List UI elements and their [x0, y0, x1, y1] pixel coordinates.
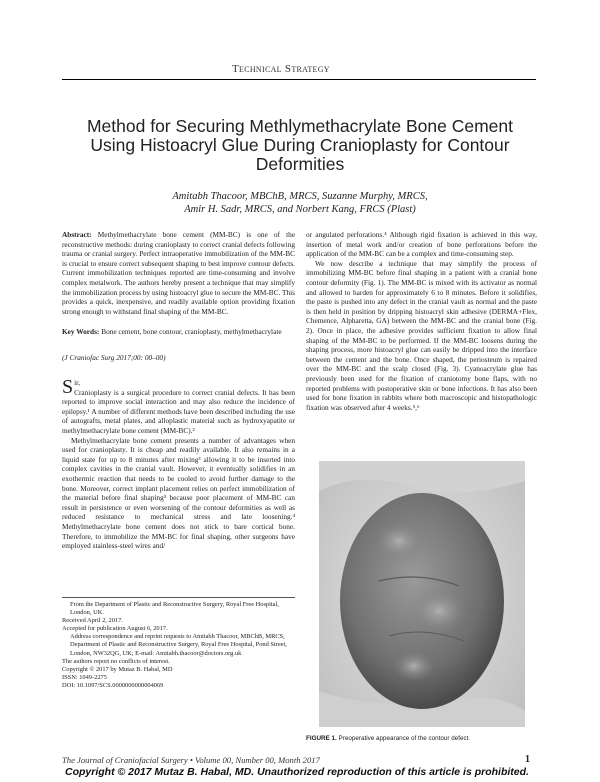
- footnote-correspondence: Address correspondence and reprint requests to Amitabh Thacoor, MBChB, MRCS, Department of Plastic and Reconstructive Surgery, Royal Free Hospital, Pond Street, London, NW32QG, UK; E-mail: Amitabh.thacoor@doctors.org.uk: [70, 633, 287, 657]
- journal-footer: The Journal of Craniofacial Surgery • Volume 00, Number 00, Month 2017: [62, 755, 320, 765]
- authors-line-2: Amir H. Sadr, MRCS, and Norbert Kang, FRCS (Plast): [184, 204, 416, 215]
- section-label: Technical Strategy: [232, 63, 330, 75]
- drop-cap-salutation: S: [62, 376, 74, 398]
- keywords-text: Bone cement, bone contour, cranioplasty, methylmethacrylate: [101, 327, 282, 336]
- header-rule: [62, 79, 536, 80]
- footnote-affiliation: From the Department of Plastic and Reconstructive Surgery, Royal Free Hospital, London, UK.: [70, 601, 279, 617]
- footnote-rule: [62, 597, 295, 598]
- abstract-text: Methylmethacrylate bone cement (MM-BC) is one of the reconstructive methods: during cranioplasty to correct cranial defects following trauma or cranial surgery. Perfect intraoperative immobilization of the MM-BC is crucial to ensure correct subsequent shaping to best improve contour defects. Current immobilization techniques reported are time-consuming and involve complex metalwork. The authors hereby present a technique that may simplify the immobilization process by using histoacryl glue to secure the MM-BC. This provides a quick, inexpensive, and readily available option providing fixation strong enough to withstand final shaping of the MM-BC.: [62, 230, 295, 316]
- abstract: [62, 230, 295, 316]
- body-right-column: [306, 230, 537, 412]
- body-paragraph: [62, 378, 295, 436]
- footnotes: [62, 601, 295, 690]
- page-number: 1: [525, 754, 530, 765]
- figure-caption-label: FIGURE 1.: [306, 735, 337, 742]
- body-paragraph: Methylmethacrylate bone cement presents a number of advantages when used for cranioplasty. It is cheap and readily available. It also remains in a liquid state for up to 8 minutes after mixing³ allowing it to be inserted into complex cavities in the cranial vault. However, it eventually solidifies in an exothermic reaction that needs to be cooled to avoid further damage to the bone. Moreover, correct implant placement relies on perfect immobilization of the material before final shaping³ because poor placement of MM-BC can result in persistence or even worsening of the contour deformities as well as reduced resistance to mechanical stress and late loosening.⁴ Methylmethacrylate bone cement does not stick to bare cortical bone. Therefore, to immobilize the MM-BC for final shaping, other surgeons have employed stainless-steel wires and/: [62, 435, 295, 551]
- footnote-received: Received April 2, 2017.: [62, 617, 123, 625]
- figure-caption-text: Preoperative appearance of the contour defect.: [338, 735, 471, 742]
- abstract-label: Abstract:: [62, 230, 92, 239]
- keywords: [62, 327, 295, 337]
- footnote-accepted: Accepted for publication August 6, 2017.: [62, 625, 168, 633]
- footnote-doi: DOI: 10.1097/SCS.0000000000004069: [62, 681, 164, 689]
- citation: (J Craniofac Surg 2017;00: 00–00): [62, 353, 166, 362]
- footnote-issn: ISSN: 1049-2275: [62, 673, 107, 681]
- body-left-column: [62, 378, 295, 551]
- figure-1-caption: [306, 735, 537, 742]
- figure-1-photo: [319, 461, 525, 727]
- head-photo-illustration: [319, 461, 525, 727]
- body-paragraph: or angulated perforations.⁴ Although rigid fixation is achieved in this way, insertion of metal work and/or creation of bone perforations before the application of the MM-BC can be a complex and time-consuming step.: [306, 230, 537, 259]
- copyright-notice: Copyright © 2017 Mutaz B. Habal, MD. Unauthorized reproduction of this article is prohibited.: [65, 766, 529, 778]
- authors-line-1: Amitabh Thacoor, MBChB, MRCS, Suzanne Murphy, MRCS,: [172, 191, 428, 202]
- keywords-label: Key Words:: [62, 327, 100, 336]
- author-list: [90, 190, 510, 216]
- article-title: Method for Securing Methlymethacrylate Bone Cement Using Histoacryl Glue During Cranioplasty for Contour Deformities: [86, 116, 514, 174]
- body-paragraph-text: Cranioplasty is a surgical procedure to correct cranial defects. It has been reported to improve social interaction and may also reduce the incidence of epilepsy.¹ A number of different methods have been described including the use of autografts, metal plates, and alloplastic material such as hydroxyapatite or methylmethacrylate bone cement (MM-BC).²: [62, 387, 295, 435]
- footnote-conflicts: The authors report no conflicts of interest.: [62, 657, 170, 665]
- footnote-copyright: Copyright © 2017 by Mutaz B. Habal, MD: [62, 665, 173, 673]
- salutation: ir,: [74, 378, 81, 387]
- body-paragraph: We now describe a technique that may simplify the process of immobilizing MM-BC before final shaping in a patient with a cranial bone contour deformity (Fig. 1). The MM-BC is mixed with its activator as normal and allowed to harden for approximately 6 to 8 minutes. Before it solidifies, the paste is pushed into any defect in the cranial vault as normal and the paste is then held in position by dripping histoacryl skin adhesive (DERMA+Flex, Chemence, Alpharetta, GA) between the MM-BC and the cranial bone (Fig. 2). Once in place, the adhesive provides sufficient fixation to allow final shaping of the MM-BC to be performed. If the MM-BC loosens during the shaping process, more histoacryl glue can easily be dripped into the interface between the cement and the bone. Once shaped, the periosteum is repaired over the MM-BC and the scalp closed (Fig. 3). Cyanoacrylate glue has previously been used for the fixation of craniotomy bone flaps, with no reported problems with postoperative skin or bone infections. It has also been used for bone fixation in rabbits where both macroscopic and histopathologic fixation was observed after 4 weeks.⁵,⁶: [306, 258, 537, 412]
